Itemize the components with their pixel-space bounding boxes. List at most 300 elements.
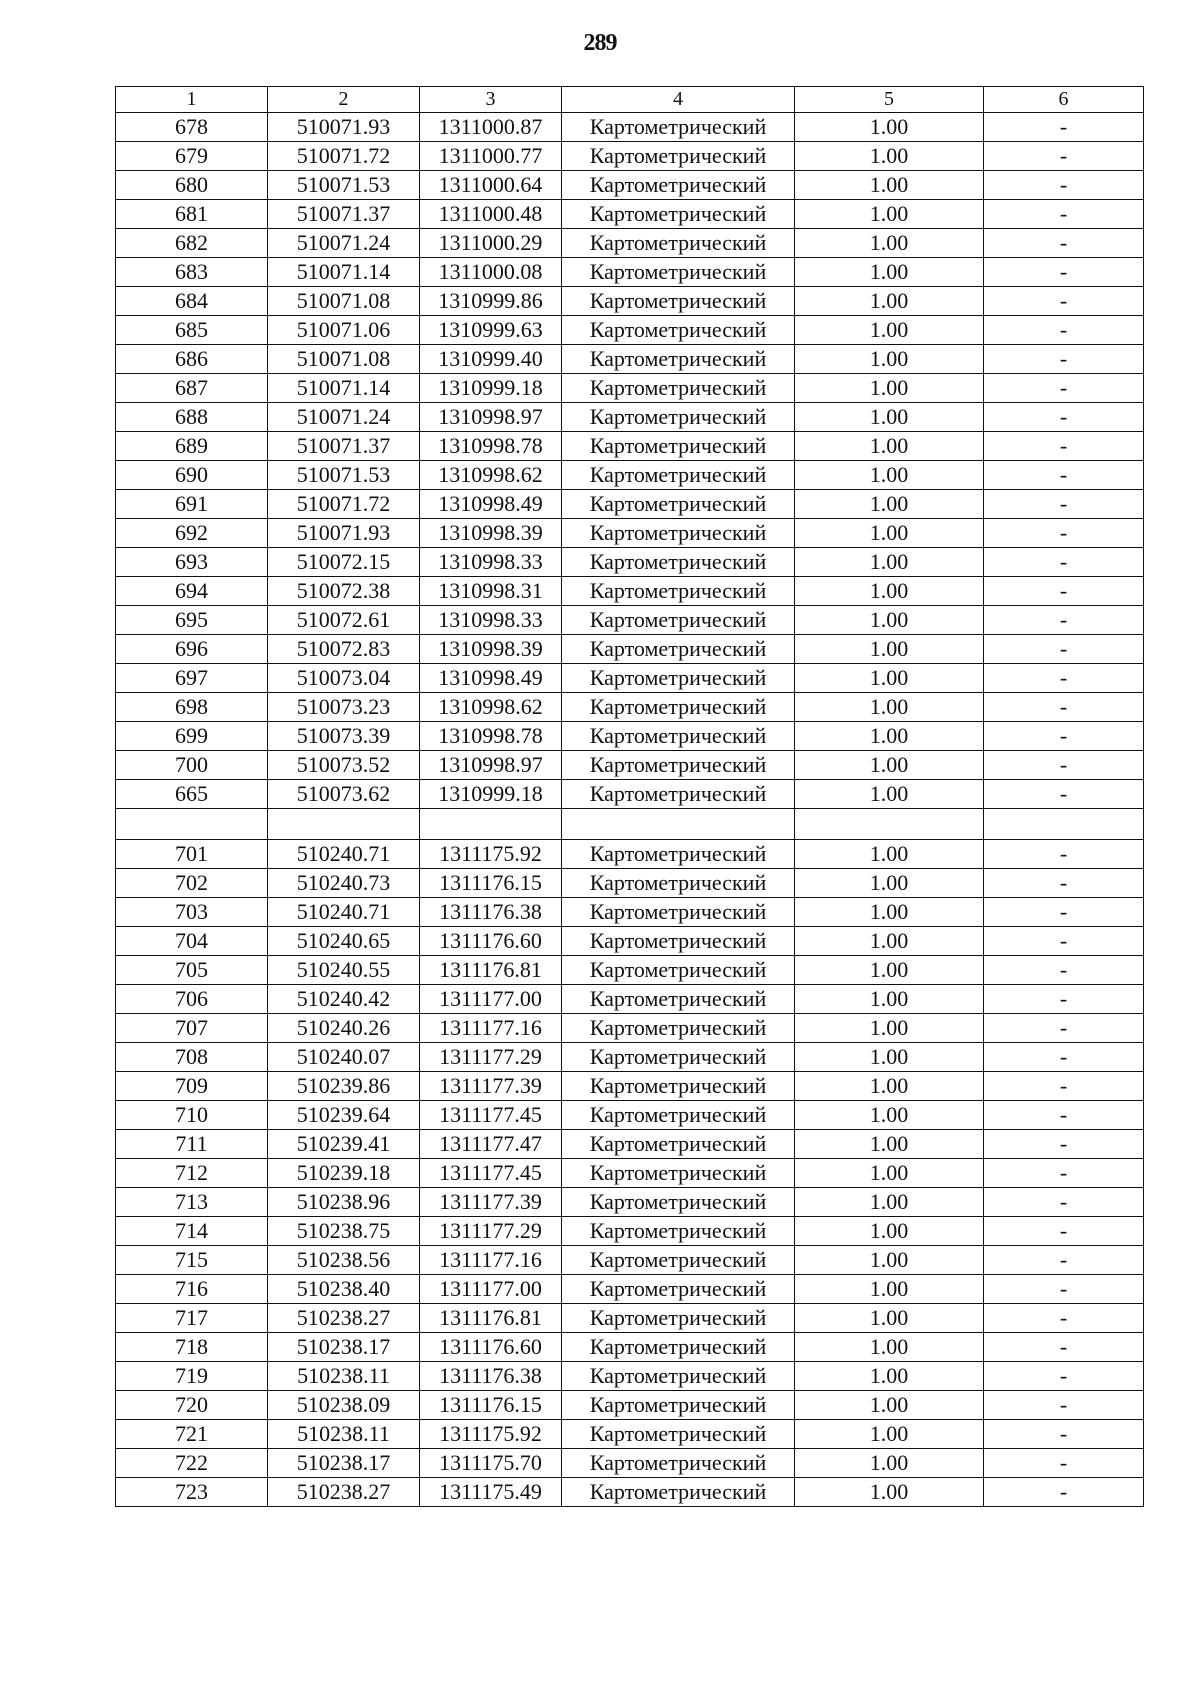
method-cell: Картометрический	[562, 490, 795, 519]
method-cell: Картометрический	[562, 577, 795, 606]
table-row	[116, 1130, 1144, 1159]
description-cell: -	[984, 956, 1144, 985]
point-number-cell: 712	[116, 1159, 268, 1188]
table-row	[116, 1391, 1144, 1420]
description-cell: -	[984, 664, 1144, 693]
y-coordinate-cell: 1311177.16	[420, 1246, 562, 1275]
x-coordinate-cell: 510073.62	[268, 780, 420, 809]
point-number-cell: 706	[116, 985, 268, 1014]
point-number-cell: 665	[116, 780, 268, 809]
column-header: 3	[420, 87, 562, 113]
empty-cell	[562, 809, 795, 840]
y-coordinate-cell: 1311176.15	[420, 869, 562, 898]
x-coordinate-cell: 510073.52	[268, 751, 420, 780]
y-coordinate-cell: 1311177.39	[420, 1072, 562, 1101]
description-cell: -	[984, 113, 1144, 142]
y-coordinate-cell: 1311177.00	[420, 1275, 562, 1304]
point-number-cell: 687	[116, 374, 268, 403]
accuracy-cell: 1.00	[795, 869, 984, 898]
x-coordinate-cell: 510238.40	[268, 1275, 420, 1304]
table-row	[116, 1217, 1144, 1246]
accuracy-cell: 1.00	[795, 229, 984, 258]
accuracy-cell: 1.00	[795, 1362, 984, 1391]
y-coordinate-cell: 1310999.63	[420, 316, 562, 345]
method-cell: Картометрический	[562, 1072, 795, 1101]
x-coordinate-cell: 510072.15	[268, 548, 420, 577]
method-cell: Картометрический	[562, 548, 795, 577]
accuracy-cell: 1.00	[795, 1159, 984, 1188]
accuracy-cell: 1.00	[795, 1014, 984, 1043]
description-cell: -	[984, 490, 1144, 519]
description-cell: -	[984, 142, 1144, 171]
table-row	[116, 432, 1144, 461]
method-cell: Картометрический	[562, 1478, 795, 1507]
table-row	[116, 345, 1144, 374]
method-cell: Картометрический	[562, 693, 795, 722]
y-coordinate-cell: 1311177.45	[420, 1159, 562, 1188]
table-header-row	[116, 87, 1144, 113]
point-number-cell: 694	[116, 577, 268, 606]
x-coordinate-cell: 510238.11	[268, 1420, 420, 1449]
table-row	[116, 751, 1144, 780]
method-cell: Картометрический	[562, 287, 795, 316]
table-row	[116, 1246, 1144, 1275]
x-coordinate-cell: 510238.75	[268, 1217, 420, 1246]
method-cell: Картометрический	[562, 1449, 795, 1478]
x-coordinate-cell: 510071.24	[268, 229, 420, 258]
table-row	[116, 316, 1144, 345]
table-row	[116, 403, 1144, 432]
method-cell: Картометрический	[562, 635, 795, 664]
y-coordinate-cell: 1310998.49	[420, 664, 562, 693]
x-coordinate-cell: 510240.07	[268, 1043, 420, 1072]
method-cell: Картометрический	[562, 956, 795, 985]
x-coordinate-cell: 510071.14	[268, 374, 420, 403]
method-cell: Картометрический	[562, 664, 795, 693]
table-row	[116, 1304, 1144, 1333]
empty-separator-row	[116, 809, 1144, 840]
y-coordinate-cell: 1311175.70	[420, 1449, 562, 1478]
description-cell: -	[984, 316, 1144, 345]
x-coordinate-cell: 510240.73	[268, 869, 420, 898]
description-cell: -	[984, 577, 1144, 606]
accuracy-cell: 1.00	[795, 1188, 984, 1217]
coordinates-table	[115, 86, 1144, 1507]
description-cell: -	[984, 1101, 1144, 1130]
y-coordinate-cell: 1310998.78	[420, 722, 562, 751]
empty-cell	[984, 809, 1144, 840]
point-number-cell: 681	[116, 200, 268, 229]
description-cell: -	[984, 869, 1144, 898]
point-number-cell: 714	[116, 1217, 268, 1246]
table-row	[116, 1101, 1144, 1130]
table-row	[116, 287, 1144, 316]
x-coordinate-cell: 510071.08	[268, 345, 420, 374]
point-number-cell: 716	[116, 1275, 268, 1304]
y-coordinate-cell: 1311000.87	[420, 113, 562, 142]
table-row	[116, 1333, 1144, 1362]
method-cell: Картометрический	[562, 1014, 795, 1043]
accuracy-cell: 1.00	[795, 1043, 984, 1072]
table-row	[116, 927, 1144, 956]
point-number-cell: 720	[116, 1391, 268, 1420]
y-coordinate-cell: 1311175.49	[420, 1478, 562, 1507]
description-cell: -	[984, 171, 1144, 200]
table-row	[116, 898, 1144, 927]
method-cell: Картометрический	[562, 1246, 795, 1275]
description-cell: -	[984, 200, 1144, 229]
x-coordinate-cell: 510071.08	[268, 287, 420, 316]
method-cell: Картометрический	[562, 1362, 795, 1391]
table-row	[116, 1420, 1144, 1449]
y-coordinate-cell: 1311177.00	[420, 985, 562, 1014]
table-row	[116, 985, 1144, 1014]
method-cell: Картометрический	[562, 519, 795, 548]
accuracy-cell: 1.00	[795, 490, 984, 519]
y-coordinate-cell: 1310998.97	[420, 403, 562, 432]
y-coordinate-cell: 1311000.48	[420, 200, 562, 229]
point-number-cell: 678	[116, 113, 268, 142]
column-header: 2	[268, 87, 420, 113]
x-coordinate-cell: 510238.56	[268, 1246, 420, 1275]
y-coordinate-cell: 1310998.49	[420, 490, 562, 519]
table-row	[116, 258, 1144, 287]
point-number-cell: 713	[116, 1188, 268, 1217]
table-row	[116, 461, 1144, 490]
method-cell: Картометрический	[562, 229, 795, 258]
x-coordinate-cell: 510239.86	[268, 1072, 420, 1101]
method-cell: Картометрический	[562, 316, 795, 345]
table-row	[116, 722, 1144, 751]
description-cell: -	[984, 1014, 1144, 1043]
y-coordinate-cell: 1311177.29	[420, 1217, 562, 1246]
accuracy-cell: 1.00	[795, 403, 984, 432]
table-row	[116, 229, 1144, 258]
description-cell: -	[984, 751, 1144, 780]
point-number-cell: 696	[116, 635, 268, 664]
description-cell: -	[984, 1449, 1144, 1478]
table-row	[116, 956, 1144, 985]
y-coordinate-cell: 1311175.92	[420, 1420, 562, 1449]
accuracy-cell: 1.00	[795, 1304, 984, 1333]
table-row	[116, 869, 1144, 898]
point-number-cell: 705	[116, 956, 268, 985]
y-coordinate-cell: 1310998.62	[420, 461, 562, 490]
x-coordinate-cell: 510239.64	[268, 1101, 420, 1130]
y-coordinate-cell: 1311177.47	[420, 1130, 562, 1159]
y-coordinate-cell: 1311176.15	[420, 1391, 562, 1420]
point-number-cell: 682	[116, 229, 268, 258]
x-coordinate-cell: 510073.04	[268, 664, 420, 693]
y-coordinate-cell: 1310998.39	[420, 519, 562, 548]
method-cell: Картометрический	[562, 751, 795, 780]
y-coordinate-cell: 1310998.62	[420, 693, 562, 722]
point-number-cell: 709	[116, 1072, 268, 1101]
y-coordinate-cell: 1311176.38	[420, 1362, 562, 1391]
method-cell: Картометрический	[562, 869, 795, 898]
table-row	[116, 606, 1144, 635]
table-row	[116, 693, 1144, 722]
accuracy-cell: 1.00	[795, 200, 984, 229]
point-number-cell: 703	[116, 898, 268, 927]
method-cell: Картометрический	[562, 1391, 795, 1420]
point-number-cell: 702	[116, 869, 268, 898]
x-coordinate-cell: 510238.27	[268, 1478, 420, 1507]
point-number-cell: 722	[116, 1449, 268, 1478]
description-cell: -	[984, 1188, 1144, 1217]
y-coordinate-cell: 1311000.64	[420, 171, 562, 200]
table-row	[116, 142, 1144, 171]
y-coordinate-cell: 1311176.81	[420, 1304, 562, 1333]
description-cell: -	[984, 1246, 1144, 1275]
accuracy-cell: 1.00	[795, 374, 984, 403]
point-number-cell: 711	[116, 1130, 268, 1159]
x-coordinate-cell: 510071.24	[268, 403, 420, 432]
table-row	[116, 1014, 1144, 1043]
description-cell: -	[984, 374, 1144, 403]
accuracy-cell: 1.00	[795, 1101, 984, 1130]
y-coordinate-cell: 1311176.81	[420, 956, 562, 985]
accuracy-cell: 1.00	[795, 664, 984, 693]
method-cell: Картометрический	[562, 898, 795, 927]
x-coordinate-cell: 510071.53	[268, 171, 420, 200]
x-coordinate-cell: 510071.93	[268, 519, 420, 548]
table-body	[116, 87, 1144, 1507]
description-cell: -	[984, 432, 1144, 461]
y-coordinate-cell: 1311175.92	[420, 840, 562, 869]
x-coordinate-cell: 510240.71	[268, 898, 420, 927]
point-number-cell: 707	[116, 1014, 268, 1043]
table-row	[116, 635, 1144, 664]
description-cell: -	[984, 345, 1144, 374]
point-number-cell: 698	[116, 693, 268, 722]
x-coordinate-cell: 510073.39	[268, 722, 420, 751]
y-coordinate-cell: 1310998.33	[420, 606, 562, 635]
method-cell: Картометрический	[562, 1159, 795, 1188]
accuracy-cell: 1.00	[795, 1333, 984, 1362]
accuracy-cell: 1.00	[795, 635, 984, 664]
accuracy-cell: 1.00	[795, 1478, 984, 1507]
point-number-cell: 708	[116, 1043, 268, 1072]
point-number-cell: 701	[116, 840, 268, 869]
accuracy-cell: 1.00	[795, 1275, 984, 1304]
x-coordinate-cell: 510071.93	[268, 113, 420, 142]
accuracy-cell: 1.00	[795, 316, 984, 345]
description-cell: -	[984, 1362, 1144, 1391]
table-row	[116, 548, 1144, 577]
accuracy-cell: 1.00	[795, 171, 984, 200]
table-row	[116, 1275, 1144, 1304]
method-cell: Картометрический	[562, 722, 795, 751]
method-cell: Картометрический	[562, 1101, 795, 1130]
description-cell: -	[984, 1217, 1144, 1246]
table-row	[116, 374, 1144, 403]
point-number-cell: 679	[116, 142, 268, 171]
description-cell: -	[984, 287, 1144, 316]
accuracy-cell: 1.00	[795, 258, 984, 287]
accuracy-cell: 1.00	[795, 432, 984, 461]
accuracy-cell: 1.00	[795, 287, 984, 316]
x-coordinate-cell: 510240.42	[268, 985, 420, 1014]
description-cell: -	[984, 1072, 1144, 1101]
y-coordinate-cell: 1310999.18	[420, 780, 562, 809]
point-number-cell: 700	[116, 751, 268, 780]
description-cell: -	[984, 461, 1144, 490]
column-header: 5	[795, 87, 984, 113]
x-coordinate-cell: 510238.17	[268, 1449, 420, 1478]
y-coordinate-cell: 1310998.33	[420, 548, 562, 577]
x-coordinate-cell: 510071.53	[268, 461, 420, 490]
y-coordinate-cell: 1311000.29	[420, 229, 562, 258]
table-row	[116, 840, 1144, 869]
y-coordinate-cell: 1310998.97	[420, 751, 562, 780]
method-cell: Картометрический	[562, 780, 795, 809]
method-cell: Картометрический	[562, 171, 795, 200]
accuracy-cell: 1.00	[795, 577, 984, 606]
method-cell: Картометрический	[562, 985, 795, 1014]
table-row	[116, 113, 1144, 142]
accuracy-cell: 1.00	[795, 519, 984, 548]
description-cell: -	[984, 693, 1144, 722]
accuracy-cell: 1.00	[795, 1217, 984, 1246]
description-cell: -	[984, 258, 1144, 287]
point-number-cell: 685	[116, 316, 268, 345]
empty-cell	[116, 809, 268, 840]
table-row	[116, 1159, 1144, 1188]
point-number-cell: 683	[116, 258, 268, 287]
description-cell: -	[984, 1275, 1144, 1304]
description-cell: -	[984, 1304, 1144, 1333]
empty-cell	[420, 809, 562, 840]
x-coordinate-cell: 510072.38	[268, 577, 420, 606]
accuracy-cell: 1.00	[795, 840, 984, 869]
accuracy-cell: 1.00	[795, 927, 984, 956]
x-coordinate-cell: 510239.18	[268, 1159, 420, 1188]
point-number-cell: 715	[116, 1246, 268, 1275]
empty-cell	[795, 809, 984, 840]
page-number: 289	[583, 30, 617, 56]
table-row	[116, 577, 1144, 606]
accuracy-cell: 1.00	[795, 142, 984, 171]
table-row	[116, 200, 1144, 229]
accuracy-cell: 1.00	[795, 722, 984, 751]
x-coordinate-cell: 510239.41	[268, 1130, 420, 1159]
x-coordinate-cell: 510240.26	[268, 1014, 420, 1043]
description-cell: -	[984, 1478, 1144, 1507]
point-number-cell: 719	[116, 1362, 268, 1391]
point-number-cell: 693	[116, 548, 268, 577]
x-coordinate-cell: 510072.83	[268, 635, 420, 664]
x-coordinate-cell: 510238.17	[268, 1333, 420, 1362]
point-number-cell: 684	[116, 287, 268, 316]
accuracy-cell: 1.00	[795, 1391, 984, 1420]
point-number-cell: 689	[116, 432, 268, 461]
x-coordinate-cell: 510071.72	[268, 490, 420, 519]
table-row	[116, 664, 1144, 693]
table-row	[116, 1043, 1144, 1072]
table-row	[116, 1188, 1144, 1217]
point-number-cell: 710	[116, 1101, 268, 1130]
table-row	[116, 519, 1144, 548]
y-coordinate-cell: 1311177.29	[420, 1043, 562, 1072]
table-row	[116, 1072, 1144, 1101]
y-coordinate-cell: 1311177.16	[420, 1014, 562, 1043]
y-coordinate-cell: 1310999.40	[420, 345, 562, 374]
column-header: 4	[562, 87, 795, 113]
description-cell: -	[984, 1043, 1144, 1072]
method-cell: Картометрический	[562, 927, 795, 956]
method-cell: Картометрический	[562, 1275, 795, 1304]
y-coordinate-cell: 1311176.38	[420, 898, 562, 927]
method-cell: Картометрический	[562, 113, 795, 142]
point-number-cell: 695	[116, 606, 268, 635]
table-row	[116, 1362, 1144, 1391]
description-cell: -	[984, 519, 1144, 548]
accuracy-cell: 1.00	[795, 693, 984, 722]
y-coordinate-cell: 1310999.86	[420, 287, 562, 316]
y-coordinate-cell: 1311000.77	[420, 142, 562, 171]
description-cell: -	[984, 722, 1144, 751]
y-coordinate-cell: 1310999.18	[420, 374, 562, 403]
point-number-cell: 686	[116, 345, 268, 374]
x-coordinate-cell: 510071.06	[268, 316, 420, 345]
accuracy-cell: 1.00	[795, 548, 984, 577]
accuracy-cell: 1.00	[795, 1072, 984, 1101]
description-cell: -	[984, 1391, 1144, 1420]
accuracy-cell: 1.00	[795, 1130, 984, 1159]
accuracy-cell: 1.00	[795, 606, 984, 635]
description-cell: -	[984, 1130, 1144, 1159]
y-coordinate-cell: 1311000.08	[420, 258, 562, 287]
point-number-cell: 717	[116, 1304, 268, 1333]
point-number-cell: 704	[116, 927, 268, 956]
accuracy-cell: 1.00	[795, 1449, 984, 1478]
y-coordinate-cell: 1311177.45	[420, 1101, 562, 1130]
x-coordinate-cell: 510240.55	[268, 956, 420, 985]
x-coordinate-cell: 510240.71	[268, 840, 420, 869]
point-number-cell: 688	[116, 403, 268, 432]
column-header: 1	[116, 87, 268, 113]
description-cell: -	[984, 898, 1144, 927]
table-row	[116, 171, 1144, 200]
x-coordinate-cell: 510240.65	[268, 927, 420, 956]
method-cell: Картометрический	[562, 258, 795, 287]
method-cell: Картометрический	[562, 403, 795, 432]
method-cell: Картометрический	[562, 840, 795, 869]
y-coordinate-cell: 1311176.60	[420, 927, 562, 956]
method-cell: Картометрический	[562, 142, 795, 171]
x-coordinate-cell: 510238.09	[268, 1391, 420, 1420]
point-number-cell: 718	[116, 1333, 268, 1362]
point-number-cell: 723	[116, 1478, 268, 1507]
accuracy-cell: 1.00	[795, 461, 984, 490]
column-header: 6	[984, 87, 1144, 113]
x-coordinate-cell: 510071.72	[268, 142, 420, 171]
method-cell: Картометрический	[562, 1217, 795, 1246]
x-coordinate-cell: 510071.37	[268, 432, 420, 461]
accuracy-cell: 1.00	[795, 1420, 984, 1449]
x-coordinate-cell: 510072.61	[268, 606, 420, 635]
point-number-cell: 691	[116, 490, 268, 519]
description-cell: -	[984, 1333, 1144, 1362]
description-cell: -	[984, 840, 1144, 869]
description-cell: -	[984, 403, 1144, 432]
accuracy-cell: 1.00	[795, 780, 984, 809]
accuracy-cell: 1.00	[795, 113, 984, 142]
point-number-cell: 697	[116, 664, 268, 693]
accuracy-cell: 1.00	[795, 751, 984, 780]
point-number-cell: 690	[116, 461, 268, 490]
